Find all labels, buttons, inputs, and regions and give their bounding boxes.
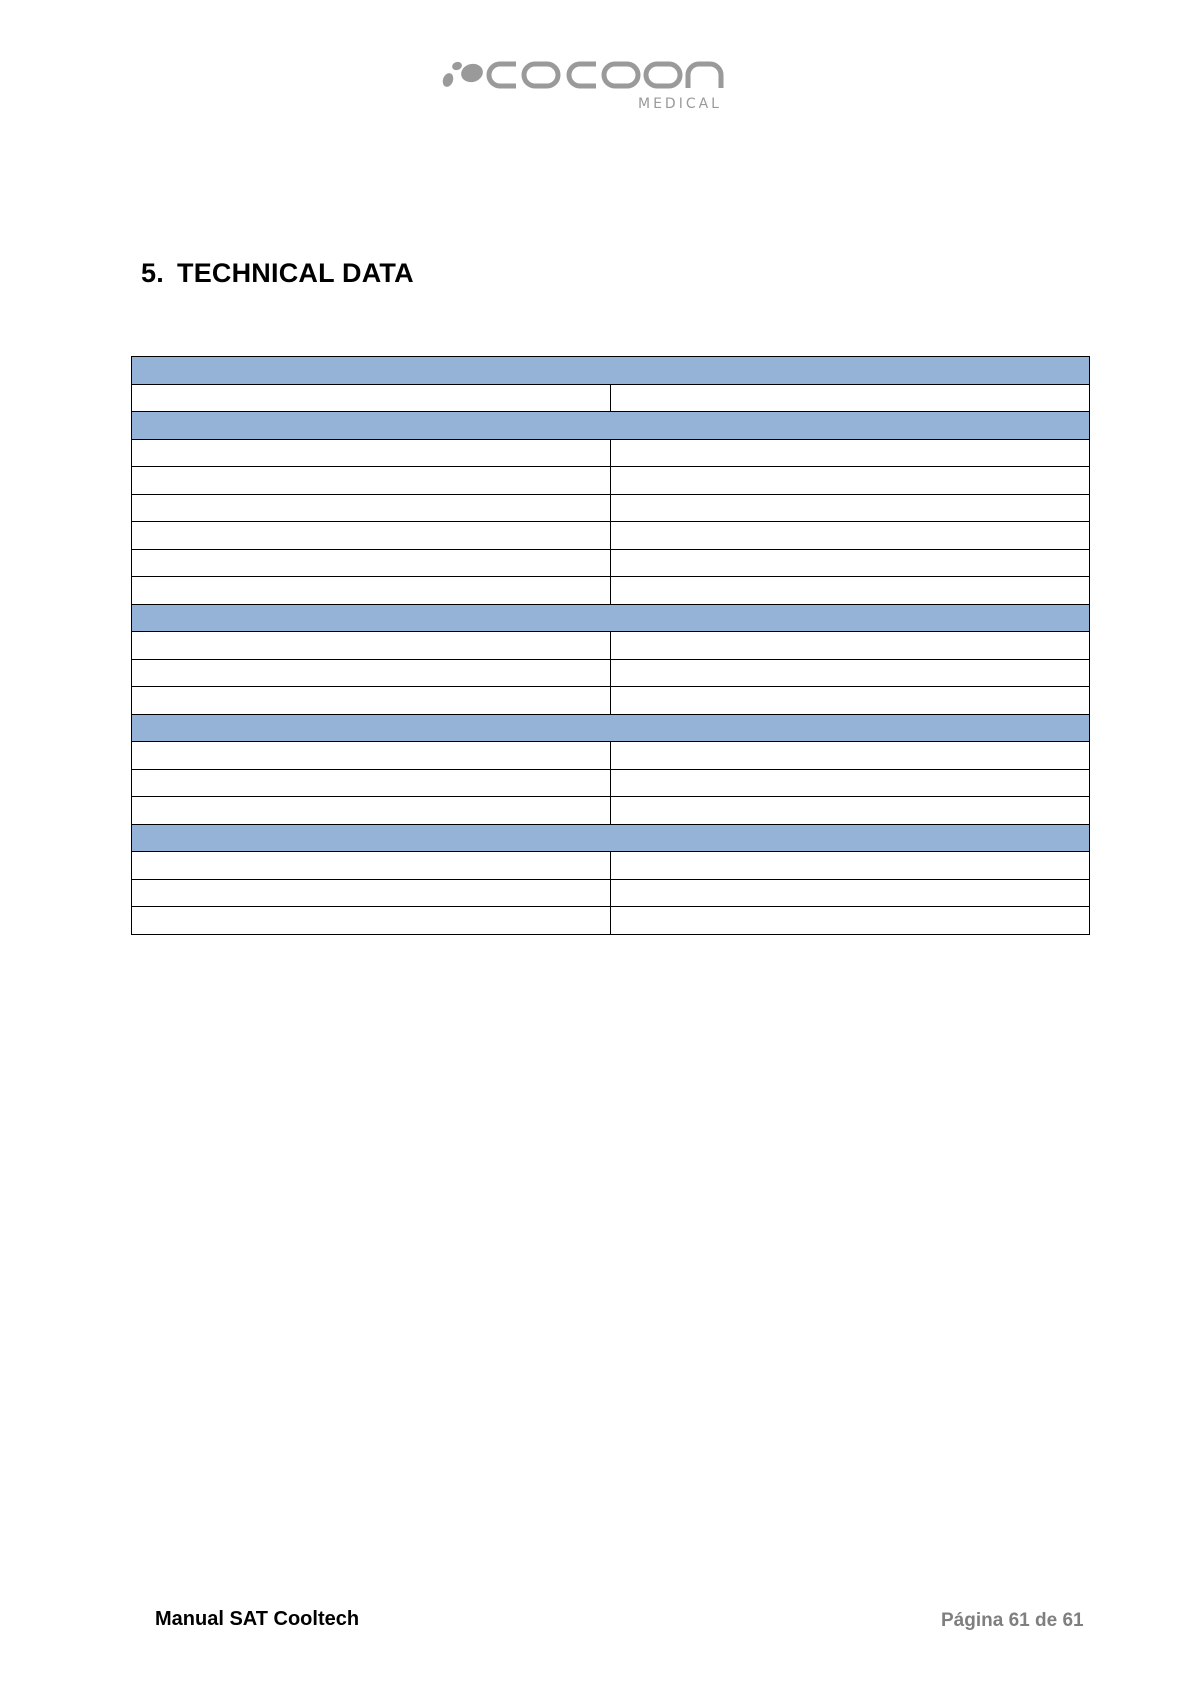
label-cell — [132, 907, 611, 935]
value-cell — [611, 659, 1090, 687]
technical-data-table — [131, 356, 1090, 935]
label-cell — [132, 659, 611, 687]
footer-page-number: Página 61 de 61 — [941, 1610, 1084, 1631]
table-section-header-row — [132, 824, 1090, 852]
section-header-cell — [132, 604, 1090, 632]
label-cell — [132, 439, 611, 467]
value-cell — [611, 797, 1090, 825]
table-row — [132, 687, 1090, 715]
label-cell — [132, 467, 611, 495]
section-number: 5. — [141, 258, 164, 288]
table-row — [132, 439, 1090, 467]
value-cell — [611, 577, 1090, 605]
value-cell — [611, 494, 1090, 522]
label-cell — [132, 632, 611, 660]
table-row — [132, 659, 1090, 687]
value-cell — [611, 467, 1090, 495]
table-section-header-row — [132, 604, 1090, 632]
value-cell — [611, 907, 1090, 935]
table-row — [132, 549, 1090, 577]
label-cell — [132, 769, 611, 797]
table-row — [132, 577, 1090, 605]
table-row — [132, 879, 1090, 907]
table-section-header-row — [132, 412, 1090, 440]
table-row — [132, 522, 1090, 550]
table-row — [132, 742, 1090, 770]
value-cell — [611, 852, 1090, 880]
label-cell — [132, 879, 611, 907]
table-section-header-row — [132, 714, 1090, 742]
table-row — [132, 632, 1090, 660]
label-cell — [132, 687, 611, 715]
label-cell — [132, 797, 611, 825]
value-cell — [611, 439, 1090, 467]
label-cell — [132, 577, 611, 605]
section-header-cell — [132, 714, 1090, 742]
table-row — [132, 467, 1090, 495]
svg-text:MEDICAL: MEDICAL — [638, 96, 722, 112]
value-cell — [611, 742, 1090, 770]
label-cell — [132, 742, 611, 770]
label-cell — [132, 852, 611, 880]
section-header-cell — [132, 824, 1090, 852]
table-row — [132, 852, 1090, 880]
section-header-cell — [132, 412, 1090, 440]
footer-document-title: Manual SAT Cooltech — [155, 1608, 360, 1630]
section-heading — [141, 258, 414, 289]
value-cell — [611, 384, 1090, 412]
label-cell — [132, 494, 611, 522]
label-cell — [132, 549, 611, 577]
value-cell — [611, 632, 1090, 660]
label-cell — [132, 384, 611, 412]
label-cell — [132, 522, 611, 550]
section-header-cell — [132, 357, 1090, 385]
value-cell — [611, 687, 1090, 715]
section-title: TECHNICAL DATA — [177, 258, 414, 288]
value-cell — [611, 522, 1090, 550]
table-row — [132, 769, 1090, 797]
table-row — [132, 797, 1090, 825]
value-cell — [611, 879, 1090, 907]
table-row — [132, 907, 1090, 935]
table-row — [132, 384, 1090, 412]
table-section-header-row — [132, 357, 1090, 385]
table-row — [132, 494, 1090, 522]
company-logo — [438, 50, 738, 112]
value-cell — [611, 549, 1090, 577]
value-cell — [611, 769, 1090, 797]
